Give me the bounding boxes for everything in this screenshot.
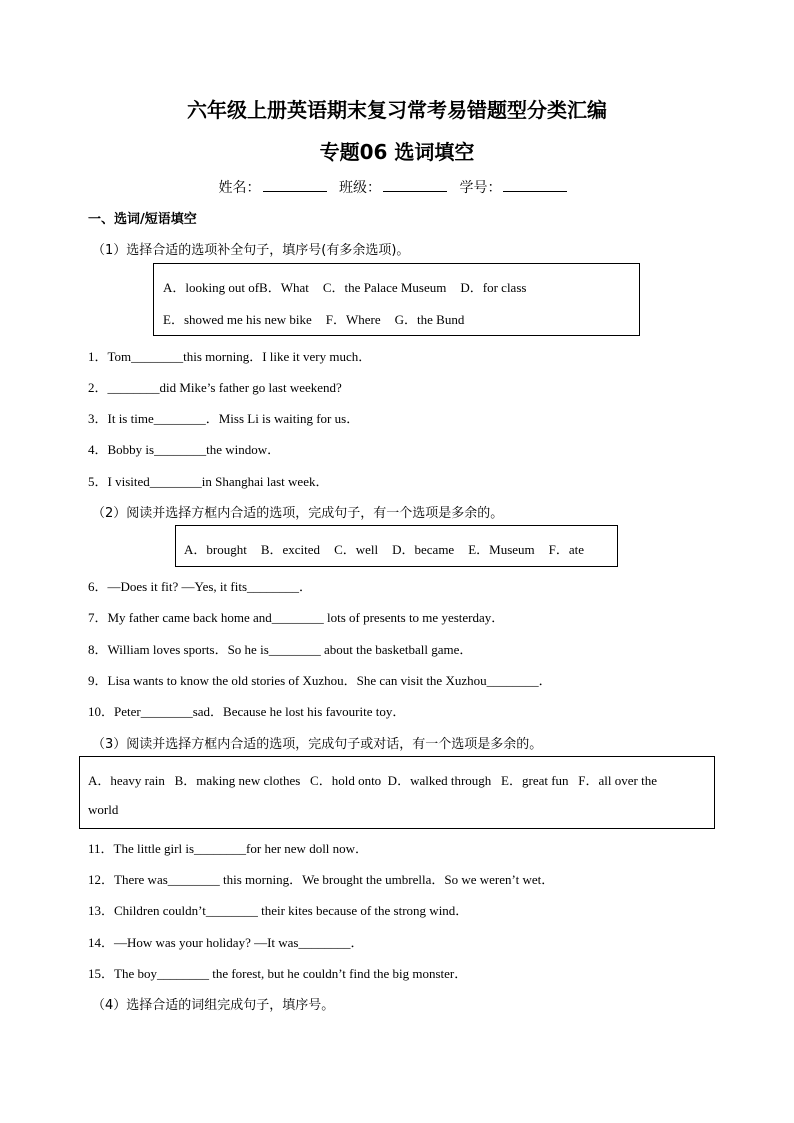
question-2: 2．________did Mike’s father go last weekend?: [88, 380, 342, 395]
question-14: 14．—How was your holiday? —It was________．: [88, 935, 364, 950]
part1-options-row2: [163, 309, 464, 328]
part1-options-box: [153, 263, 640, 336]
question-4: 4．Bobby is________the window．: [88, 442, 281, 457]
class-blank[interactable]: [383, 179, 447, 192]
option: E．Museum: [468, 542, 535, 557]
question-1: 1．Tom________this morning．I like it very much．: [88, 349, 372, 364]
part1-instruction: （1）选择合适的选项补全句子，填序号(有多余选项)。: [92, 243, 410, 258]
part3-options-row1: A．heavy rain B．making new clothes C．hold onto D．walked through E．great fun F．all over the: [88, 773, 658, 788]
part2-options-row: [184, 539, 584, 558]
section-heading: 一、选词/短语填空: [88, 212, 197, 227]
question-15: 15．The boy________ the forest, but he couldn’t find the big monster．: [88, 966, 468, 981]
option: C．the Palace Museum: [322, 280, 447, 295]
name-label: 姓名：: [218, 180, 261, 196]
option: D．for class: [460, 280, 527, 295]
option: F．ate: [548, 542, 585, 557]
option: A．looking out ofB．What: [163, 280, 309, 295]
question-9: 9．Lisa wants to know the old stories of Xuzhou．She can visit the Xuzhou________．: [88, 673, 552, 688]
name-blank[interactable]: [263, 179, 327, 192]
option: C．well: [334, 542, 379, 557]
option: G．the Bund: [394, 312, 465, 327]
question-8: 8．William loves sports．So he is________ about the basketball game．: [88, 642, 473, 657]
question-10: 10．Peter________sad．Because he lost his favourite toy．: [88, 704, 406, 719]
part3-instruction: （3）阅读并选择方框内合适的选项，完成句子或对话，有一个选项是多余的。: [92, 737, 543, 752]
question-13: 13．Children couldn’t________ their kites because of the strong wind．: [88, 903, 469, 918]
class-label: 班级：: [339, 180, 381, 196]
part4-instruction: （4）选择合适的词组完成句子，填序号。: [92, 998, 335, 1013]
question-11: 11．The little girl is________for her new doll now．: [88, 841, 369, 856]
page-subtitle: 专题06 选词填空: [319, 140, 475, 164]
part1-options-row1: [163, 277, 526, 296]
id-label: 学号：: [459, 180, 502, 196]
page-title: 六年级上册英语期末复习常考易错题型分类汇编: [187, 98, 607, 122]
question-12: 12．There was________ this morning．We brought the umbrella．So we weren’t wet．: [88, 872, 555, 887]
part2-instruction: （2）阅读并选择方框内合适的选项，完成句子，有一个选项是多余的。: [92, 506, 504, 521]
id-blank[interactable]: [503, 179, 567, 192]
option: A．brought: [184, 542, 247, 557]
student-info-line: [0, 177, 794, 197]
part3-options-row2: world: [88, 802, 119, 817]
option: E．showed me his new bike: [163, 312, 312, 327]
question-7: 7．My father came back home and________ lots of presents to me yesterday．: [88, 610, 505, 625]
part2-options-box: [175, 525, 618, 567]
part3-options-box: [79, 756, 715, 829]
option: D．became: [392, 542, 455, 557]
question-3: 3．It is time________．Miss Li is waiting for us．: [88, 411, 360, 426]
question-5: 5．I visited________in Shanghai last week．: [88, 474, 329, 489]
question-6: 6．—Does it fit? —Yes, it fits________．: [88, 579, 313, 594]
option: F．Where: [325, 312, 381, 327]
option: B．excited: [260, 542, 321, 557]
